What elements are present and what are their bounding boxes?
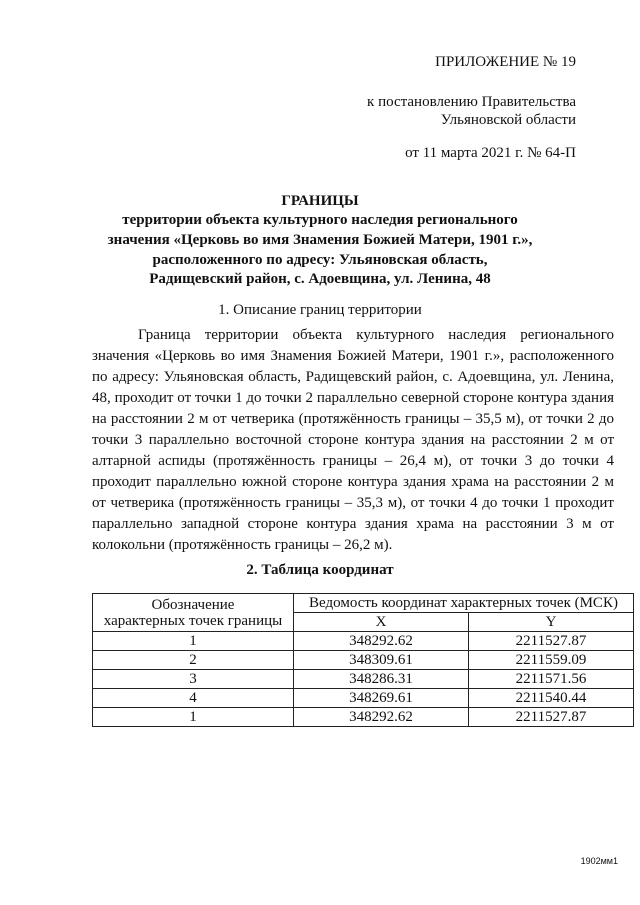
col-designation-line-2: характерных точек границы	[103, 612, 283, 629]
table-row	[93, 632, 634, 651]
resolution-line-2: Ульяновской области	[440, 112, 576, 128]
boundary-description: Граница территории объекта культурного наследия регионального значения «Церковь во имя Знамения Божией Матери, 1901 г.», расположенного по адресу: Ульяновская область, Радищевский район, с. Адоевщина, ул. Ленина, 48, проходит от точки 1 до точки 2 параллельно северной стороне контура здания на расстоянии 2 м от четверика (протяжённость границы – 35,5 м), от точки 2 до точки 3 параллельно восточной стороне контура здания на расстоянии 2 м от алтарной аспиды (протяжённость границы – 26,4 м), от точки 3 до точки 4 проходит параллельно южной стороне контура здания храма на расстоянии 2 м от четверика (протяжённость границы – 35,3 м), от точки 4 до точки 1 проходит параллельно западной стороне контура здания храма на расстоянии 3 м от колокольни (протяжённость границы – 26,2 м).	[92, 327, 614, 553]
title-line-1: территории объекта культурного наследия регионального	[122, 212, 518, 228]
col-designation-header	[93, 594, 294, 632]
col-statement-header: Ведомость координат характерных точек (МСК)	[294, 594, 634, 613]
col-designation-line-1: Обозначение	[151, 596, 235, 613]
cell-y: 2211527.87	[469, 632, 634, 651]
col-x-header: X	[294, 613, 469, 632]
table-row	[93, 708, 634, 727]
coordinates-table	[92, 593, 634, 727]
table-row	[93, 651, 634, 670]
table-header-row	[93, 594, 634, 613]
cell-x: 348292.62	[294, 632, 469, 651]
title-line-2: значения «Церковь во имя Знамения Божией Матери, 1901 г.»,	[107, 232, 533, 248]
col-y-header: Y	[469, 613, 634, 632]
section-2-heading: 2. Таблица координат	[246, 562, 394, 578]
cell-y: 2211571.56	[469, 670, 634, 689]
title-line-4: Радищевский район, с. Адоевщина, ул. Ленина, 48	[149, 271, 491, 287]
cell-point: 4	[93, 689, 294, 708]
resolution-date-number: от 11 марта 2021 г. № 64-П	[405, 145, 576, 161]
table-row	[93, 689, 634, 708]
cell-point: 1	[93, 708, 294, 727]
title-line-3: расположенного по адресу: Ульяновская область,	[152, 252, 488, 268]
cell-x: 348269.61	[294, 689, 469, 708]
resolution-line-1: к постановлению Правительства	[367, 94, 576, 110]
section-1-heading: 1. Описание границ территории	[218, 302, 422, 318]
table-row	[93, 670, 634, 689]
cell-point: 2	[93, 651, 294, 670]
cell-y: 2211527.87	[469, 708, 634, 727]
cell-x: 348286.31	[294, 670, 469, 689]
cell-x: 348309.61	[294, 651, 469, 670]
cell-point: 1	[93, 632, 294, 651]
document-stamp: 1902мм1	[580, 856, 618, 866]
document-title: ГРАНИЦЫ	[281, 193, 359, 209]
cell-point: 3	[93, 670, 294, 689]
appendix-label: ПРИЛОЖЕНИЕ № 19	[435, 54, 576, 70]
cell-x: 348292.62	[294, 708, 469, 727]
cell-y: 2211559.09	[469, 651, 634, 670]
cell-y: 2211540.44	[469, 689, 634, 708]
